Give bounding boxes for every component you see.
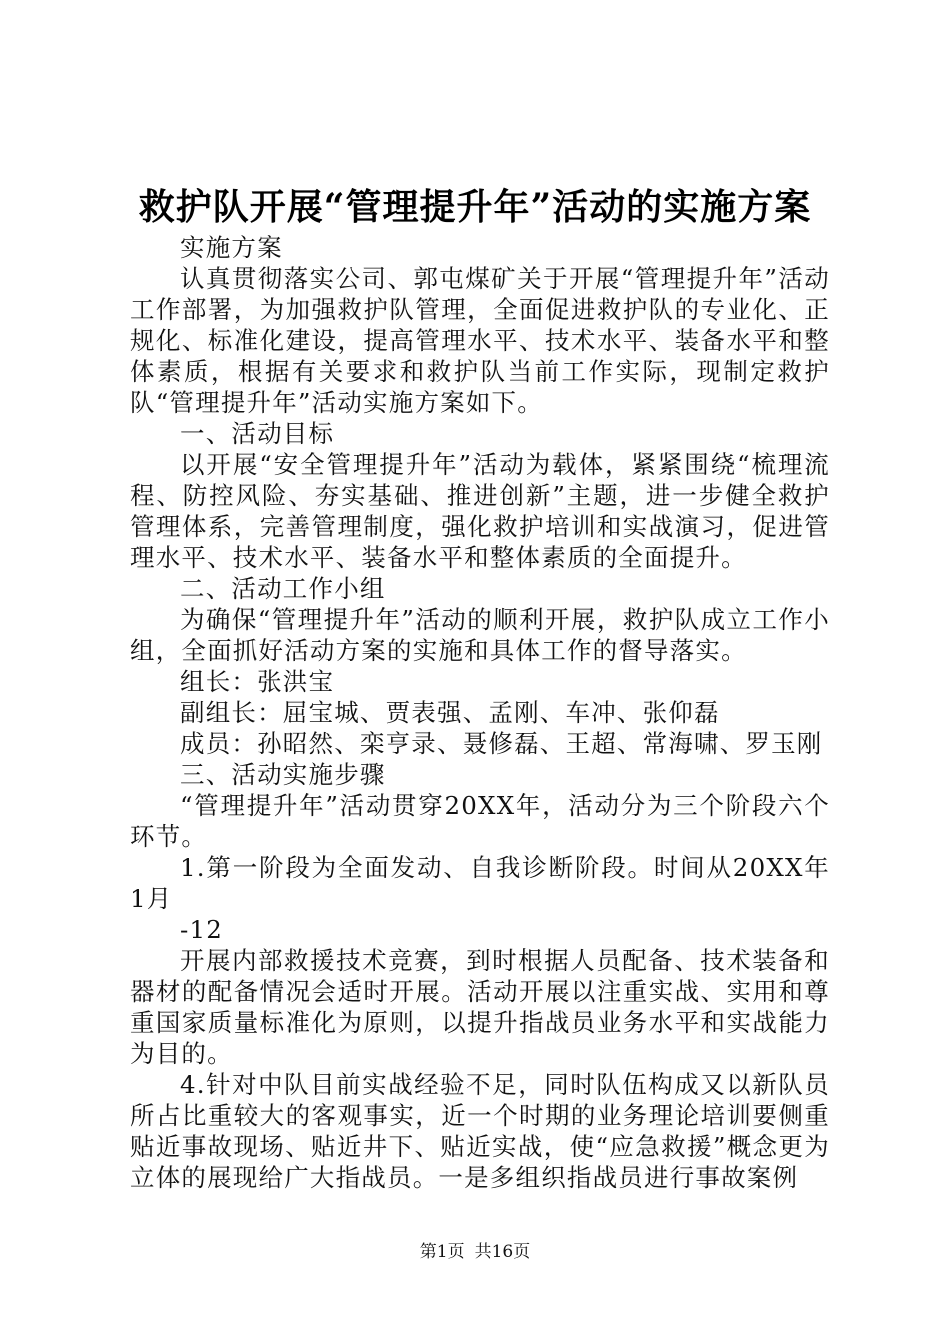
document-body xyxy=(130,232,830,1193)
paragraph: 为确保“管理提升年”活动的顺利开展，救护队成立工作小组，全面抓好活动方案的实施和具体工作的督导落实。 xyxy=(130,605,830,665)
page-number: 第1页 xyxy=(419,1242,465,1262)
paragraph: -12 xyxy=(180,915,224,944)
section-heading: 一、活动目标 xyxy=(180,419,335,448)
group-members: 成员：孙昭然、栾亨录、聂修磊、王超、常海啸、罗玉刚 xyxy=(180,729,823,758)
paragraph: 4.针对中队目前实战经验不足，同时队伍构成又以新队员所占比重较大的客观事实，近一个时期的业务理论培训要侧重贴近事故现场、贴近井下、贴近实战，使“应急救援”概念更为立体的展现给广大指战员。一是多组织指战员进行事故案例 xyxy=(130,1070,830,1192)
page-footer xyxy=(0,1240,950,1264)
paragraph: 认真贯彻落实公司、郭屯煤矿关于开展“管理提升年”活动工作部署，为加强救护队管理，全面促进救护队的专业化、正规化、标准化建设，提高管理水平、技术水平、装备水平和整体素质，根据有关要求和救护队当前工作实际，现制定救护队“管理提升年”活动实施方案如下。 xyxy=(130,264,830,417)
group-deputy-leaders: 副组长：屈宝城、贾表强、孟刚、车冲、张仰磊 xyxy=(180,698,720,727)
paragraph: 开展内部救援技术竞赛，到时根据人员配备、技术装备和器材的配备情况会适时开展。活动开展以注重实战、实用和尊重国家质量标准化为原则，以提升指战员业务水平和实战能力为目的。 xyxy=(130,946,830,1068)
paragraph: “管理提升年”活动贯穿20XX年，活动分为三个阶段六个环节。 xyxy=(130,791,830,851)
section-heading: 二、活动工作小组 xyxy=(180,574,386,603)
page-total: 共16页 xyxy=(474,1242,531,1262)
paragraph: 以开展“安全管理提升年”活动为载体，紧紧围绕“梳理流程、防控风险、夯实基础、推进创新”主题，进一步健全救护管理体系，完善管理制度，强化救护培训和实战演习，促进管理水平、技术水平、装备水平和整体素质的全面提升。 xyxy=(130,450,830,572)
section-heading: 三、活动实施步骤 xyxy=(180,760,386,789)
group-leader: 组长：张洪宝 xyxy=(180,667,335,696)
document-title: 救护队开展“管理提升年”活动的实施方案 xyxy=(138,186,812,228)
paragraph: 实施方案 xyxy=(180,233,283,262)
paragraph: 1.第一阶段为全面发动、自我诊断阶段。时间从20XX年1月 xyxy=(130,853,830,913)
